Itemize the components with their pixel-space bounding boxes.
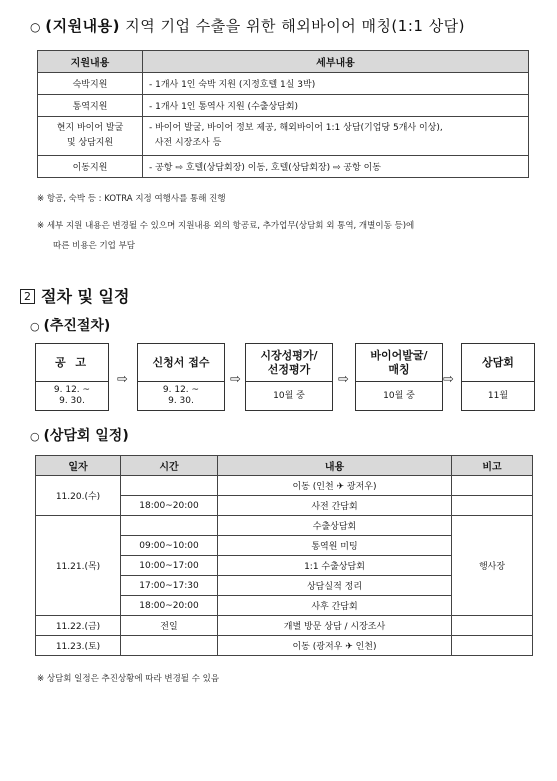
note-line: ※ 항공, 숙박 등 : KOTRA 지정 여행사를 통해 진행 (37, 194, 226, 204)
schedule-remark-empty (452, 616, 533, 636)
schedule-content: 이동 (광저우 ✈ 인천) (218, 636, 452, 656)
arrow-right-icon: ⇨ (338, 372, 349, 387)
schedule-remark-empty (452, 496, 533, 516)
schedule-time: 18:00~20:00 (121, 596, 218, 616)
schedule-content: 상담실적 정리 (218, 576, 452, 596)
table-row (36, 616, 533, 636)
process-step-date: 11월 (487, 390, 509, 401)
arrow-right-icon: ⇨ (443, 372, 454, 387)
schedule-content: 통역원 미팅 (218, 536, 452, 556)
process-step-date: 10월 중 (383, 390, 415, 401)
support-detail: - 1개사 1인 숙박 지원 (지정호텔 1실 3박) (143, 73, 529, 95)
schedule-time: 10:00~17:00 (121, 556, 218, 576)
schedule-time (121, 516, 218, 536)
process-heading-text: (추진절차) (43, 318, 111, 334)
section-number-box: 2 (20, 289, 35, 304)
schedule-time: 18:00~20:00 (121, 496, 218, 516)
process-step-title: 상담회 (462, 344, 534, 382)
schedule-table (35, 455, 533, 656)
schedule-time (121, 636, 218, 656)
arrow-right-icon: ⇨ (117, 372, 128, 387)
schedule-content: 사후 간담회 (218, 596, 452, 616)
table-row (36, 636, 533, 656)
schedule-header-content: 내용 (218, 456, 452, 476)
note-line: 따른 비용은 기업 부담 (53, 241, 136, 251)
table-row (38, 156, 529, 178)
table-row (38, 73, 529, 95)
section2-heading (20, 284, 129, 307)
schedule-time: 전일 (121, 616, 218, 636)
schedule-header-time: 시간 (121, 456, 218, 476)
process-step-title: 바이어발굴/ 매칭 (356, 344, 442, 382)
section1-heading-bold: (지원내용) (45, 17, 120, 35)
schedule-date: 11.22.(금) (36, 616, 121, 636)
process-step-matching (355, 343, 443, 411)
schedule-remark-empty (452, 476, 533, 496)
support-detail: - 공항 ⇨ 호텔(상담회장) 이동, 호텔(상담회장) ⇨ 공항 이동 (143, 156, 529, 178)
table-row (38, 117, 529, 156)
schedule-heading: ○ (상담회 일정) (30, 428, 129, 444)
schedule-content: 이동 (인천 ✈ 광저우) (218, 476, 452, 496)
schedule-date: 11.21.(목) (36, 516, 121, 616)
process-step-meeting (461, 343, 535, 411)
schedule-header-remark: 비고 (452, 456, 533, 476)
note-line: ※ 세부 지원 내용은 변경될 수 있으며 지원내용 외의 항공료, 추가업무(상담회 외 통역, 개별이동 등)에 (37, 221, 415, 231)
support-header-detail: 세부내용 (143, 51, 529, 73)
schedule-time (121, 476, 218, 496)
schedule-heading-text: (상담회 일정) (43, 428, 129, 444)
support-item: 숙박지원 (38, 73, 143, 95)
schedule-content: 수출상담회 (218, 516, 452, 536)
section1-heading-text: 지역 기업 수출을 위한 해외바이어 매칭(1:1 상담) (125, 17, 466, 35)
process-step-evaluation (245, 343, 333, 411)
schedule-remark: 행사장 (452, 516, 533, 616)
schedule-time: 09:00~10:00 (121, 536, 218, 556)
schedule-content: 사전 간담회 (218, 496, 452, 516)
table-row (36, 516, 533, 536)
schedule-header-date: 일자 (36, 456, 121, 476)
schedule-date: 11.23.(토) (36, 636, 121, 656)
table-row (36, 476, 533, 496)
process-step-notice (35, 343, 109, 411)
support-header-item: 지원내용 (38, 51, 143, 73)
schedule-date: 11.20.(수) (36, 476, 121, 516)
process-step-title: 시장성평가/ 선정평가 (246, 344, 332, 382)
schedule-content: 1:1 수출상담회 (218, 556, 452, 576)
support-table (37, 50, 529, 178)
process-step-title: 공 고 (36, 344, 108, 382)
process-step-date: 9. 12. ~ 9. 30. (162, 385, 200, 406)
support-item: 통역지원 (38, 95, 143, 117)
schedule-content: 개별 방문 상담 / 시장조사 (218, 616, 452, 636)
schedule-time: 17:00~17:30 (121, 576, 218, 596)
section1-heading: ○ (지원내용) 지역 기업 수출을 위한 해외바이어 매칭(1:1 상담) (30, 17, 466, 35)
process-step-date: 10월 중 (273, 390, 305, 401)
process-step-application (137, 343, 225, 411)
schedule-footnote: ※ 상담회 일정은 추진상황에 따라 변경될 수 있음 (37, 674, 220, 684)
support-item: 이동지원 (38, 156, 143, 178)
arrow-right-icon: ⇨ (230, 372, 241, 387)
table-row (38, 95, 529, 117)
section2-title: 절차 및 일정 (41, 287, 130, 306)
process-heading: ○ (추진절차) (30, 318, 111, 334)
process-step-title: 신청서 접수 (138, 344, 224, 382)
process-step-date: 9. 12. ~ 9. 30. (53, 385, 91, 406)
support-item: 현지 바이어 발굴 및 상담지원 (38, 117, 143, 156)
schedule-remark-empty (452, 636, 533, 656)
support-detail: - 1개사 1인 통역사 지원 (수출상담회) (143, 95, 529, 117)
support-detail: - 바이어 발굴, 바이어 정보 제공, 해외바이어 1:1 상담(기업당 5개사 이상), 사전 시장조사 등 (143, 117, 529, 156)
